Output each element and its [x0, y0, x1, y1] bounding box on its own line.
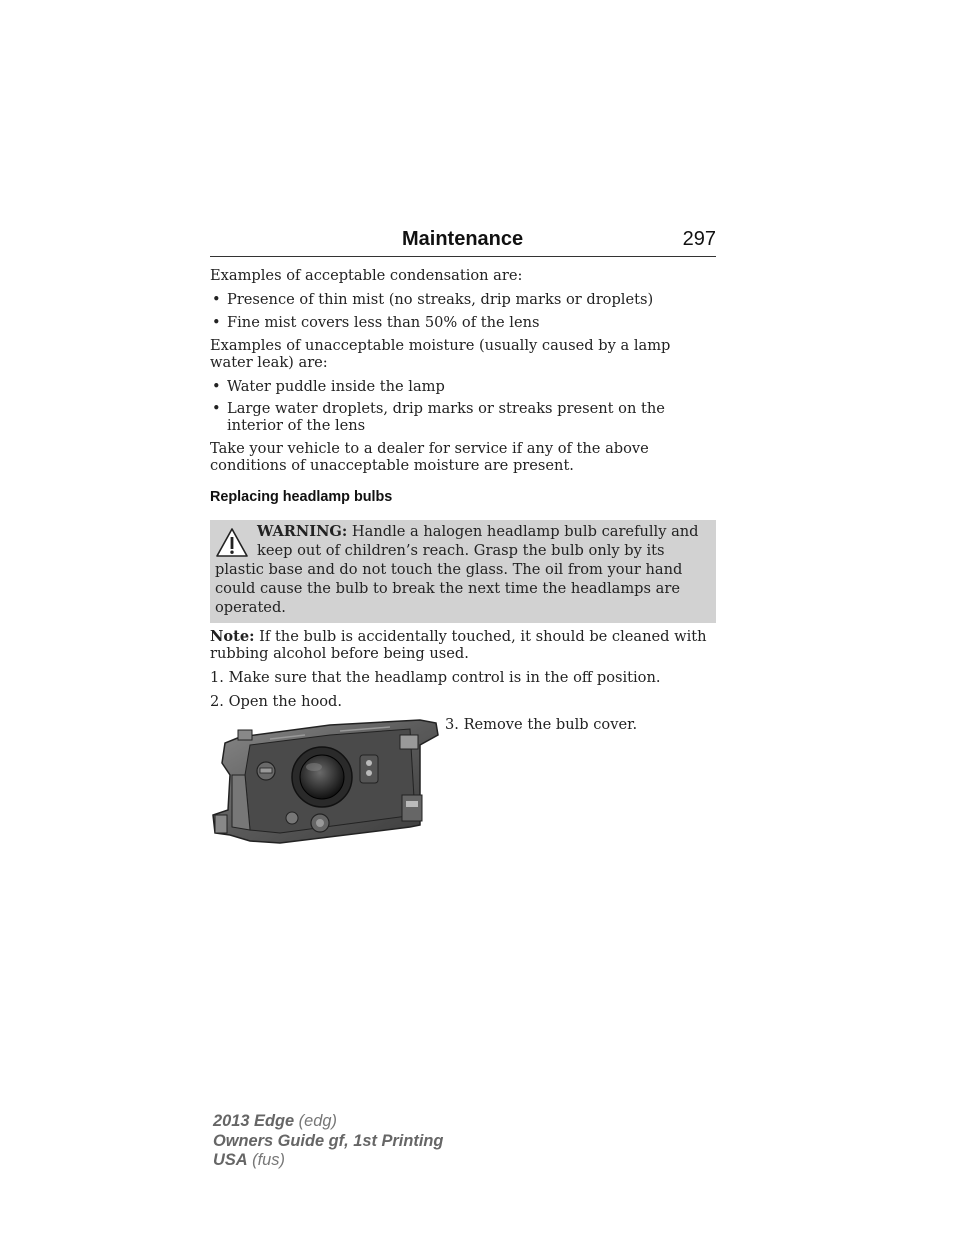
headlamp-assembly-image	[210, 715, 440, 853]
page-header	[210, 228, 716, 257]
section-title: Maintenance	[402, 228, 524, 250]
footer-line-1: 2013 Edge (edg)	[213, 1112, 337, 1130]
list-item: • Large water droplets, drip marks or streaks present on the interior of the lens	[210, 400, 716, 434]
note-text: If the bulb is accidentally touched, it should be cleaned with rubbing alcohol before being used.	[210, 628, 707, 662]
warning-label: WARNING:	[257, 523, 348, 540]
manual-page	[210, 228, 716, 853]
footer-line-2: Owners Guide gf, 1st Printing	[213, 1131, 444, 1150]
step-3: 3. Remove the bulb cover.	[445, 716, 638, 733]
section-subheading: Replacing headlamp bulbs	[210, 489, 393, 505]
acceptable-list	[210, 291, 716, 331]
list-item: • Water puddle inside the lamp	[210, 378, 716, 395]
list-item: • Fine mist covers less than 50% of the lens	[210, 314, 716, 331]
step-3-row	[210, 715, 716, 853]
warning-box	[210, 520, 716, 623]
warning-triangle-icon	[215, 526, 249, 560]
paragraph-dealer: Take your vehicle to a dealer for service if any of the above conditions of unacceptable moisture are present.	[210, 440, 649, 474]
step-1: 1. Make sure that the headlamp control is in the off position.	[210, 669, 661, 686]
note-label: Note:	[210, 628, 255, 645]
step-2: 2. Open the hood.	[210, 693, 343, 710]
warning-text: Handle a halogen headlamp bulb carefully and keep out of children’s reach. Grasp the bulb only by its plastic base and do not touch the glass. The oil from your hand could cause the bulb to break the next time the headlamps are operated.	[215, 523, 699, 616]
page-footer	[213, 1112, 443, 1171]
unacceptable-list	[210, 378, 716, 434]
page-number: 297	[682, 228, 716, 250]
footer-line-3: USA (fus)	[213, 1151, 285, 1169]
note-paragraph	[210, 628, 716, 662]
paragraph-unacceptable-intro: Examples of unacceptable moisture (usually caused by a lamp water leak) are:	[210, 337, 671, 371]
list-item: • Presence of thin mist (no streaks, drip marks or droplets)	[210, 291, 716, 308]
paragraph-acceptable-intro: Examples of acceptable condensation are:	[210, 267, 523, 284]
